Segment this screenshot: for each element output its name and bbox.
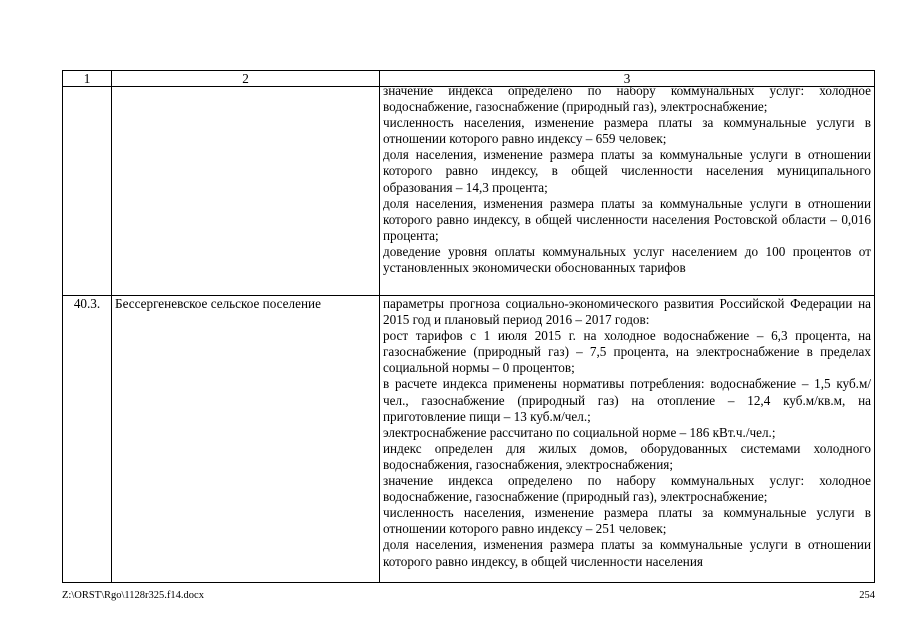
description-paragraph: доля населения, изменение размера платы за коммунальные услуги в отношении которого равно индексу, в общей численности населения муниципального образования – 14,3 процента; bbox=[383, 147, 871, 195]
description-paragraph: электроснабжение рассчитано по социальной норме – 186 кВт.ч./чел.; bbox=[383, 424, 776, 440]
row-municipality: Бессергеневское сельское поселение bbox=[112, 296, 380, 583]
header-col-1: 1 bbox=[63, 71, 112, 87]
row-number bbox=[63, 87, 112, 296]
description-paragraph: значение индекса определено по набору коммунальных услуг: холодное водоснабжение, газоснабжение (природный газ), электроснабжение; bbox=[383, 87, 871, 115]
description-paragraph: доля населения, изменения размера платы за коммунальные услуги в отношении которого равно индексу, в общей численности населения Ростовской области – 0,016 процента; bbox=[383, 195, 871, 243]
table-row bbox=[63, 87, 875, 296]
header-col-3: 3 bbox=[380, 71, 875, 87]
description-paragraph: рост тарифов с 1 июля 2015 г. на холодное водоснабжение – 6,3 процента, на газоснабжение (природный газ) – 7,5 процента, на электроснабжение в пределах социальной нормы – 0 процентов; bbox=[383, 328, 871, 376]
description-paragraph: параметры прогноза социально-экономического развития Российской Федерации на 2015 год и плановый период 2016 – 2017 годов: bbox=[383, 296, 871, 328]
description-paragraph: численность населения, изменение размера платы за коммунальные услуги в отношении которого равно индексу – 251 человек; bbox=[383, 505, 871, 537]
description-paragraph: численность населения, изменение размера платы за коммунальные услуги в отношении которого равно индексу – 659 человек; bbox=[383, 115, 871, 147]
footer-file-path: Z:\ORST\Rgo\1128r325.f14.docx bbox=[62, 590, 204, 601]
header-col-2: 2 bbox=[112, 71, 380, 87]
description-paragraph: доля населения, изменения размера платы за коммунальные услуги в отношении которого равно индексу, в общей численности населения bbox=[383, 537, 871, 569]
row-number: 40.3. bbox=[63, 296, 112, 583]
row-municipality bbox=[112, 87, 380, 296]
description-paragraph: значение индекса определено по набору коммунальных услуг: холодное водоснабжение, газоснабжение (природный газ), электроснабжение; bbox=[383, 473, 871, 505]
table-header-row bbox=[63, 71, 875, 87]
description-paragraph: в расчете индекса применены нормативы потребления: водоснабжение – 1,5 куб.м/чел., газоснабжение (природный газ) на отопление – 12,4 куб.м/кв.м, на приготовление пищи – 13 куб.м/чел.; bbox=[383, 376, 871, 424]
row-description bbox=[380, 296, 875, 583]
description-paragraph: доведение уровня оплаты коммунальных услуг населением до 100 процентов от установленных экономически обоснованных тарифов bbox=[383, 243, 871, 276]
description-paragraph: индекс определен для жилых домов, оборудованных системами холодного водоснабжения, газоснабжения, электроснабжения; bbox=[383, 440, 871, 472]
table-row bbox=[63, 296, 875, 583]
document-table bbox=[62, 70, 875, 583]
row-description bbox=[380, 87, 875, 296]
footer-page-number: 254 bbox=[859, 590, 875, 601]
